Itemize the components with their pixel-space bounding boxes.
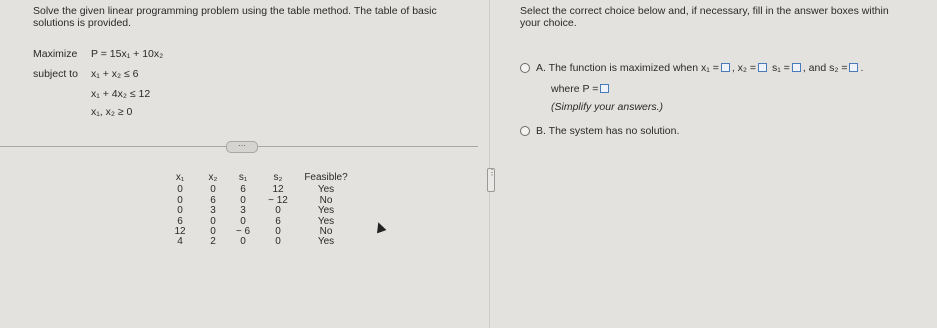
table-cell: 0	[240, 215, 246, 227]
instruction-line-2: solutions is provided.	[33, 17, 132, 29]
problem-instruction	[33, 5, 437, 29]
answer-instruction	[520, 5, 889, 29]
and-label: , and	[802, 62, 827, 74]
p-answer-box[interactable]	[600, 84, 609, 93]
option-b-radio[interactable]	[520, 126, 530, 136]
s1-label: s₁ =	[771, 62, 790, 74]
header-s2: s₂	[273, 172, 283, 183]
objective-function: P = 15x₁ + 10x₂	[91, 48, 164, 60]
constraint-3: x₁, x₂ ≥ 0	[91, 106, 133, 118]
maximize-label: Maximize	[33, 48, 78, 60]
table-cell: 0	[210, 184, 216, 196]
table-cell: Yes	[317, 184, 335, 196]
table-cell: 12	[174, 226, 186, 238]
option-b-line	[536, 125, 679, 137]
table-cell: 3	[240, 205, 246, 217]
x2-answer-box[interactable]	[758, 63, 767, 72]
option-a-line: A. The function is maximized when x₁ = , x₂ = s₁ = , and s₂ = .	[536, 62, 864, 74]
table-cell: 4	[177, 236, 183, 248]
table-cell: 0	[177, 205, 183, 217]
header-x2: x₂	[208, 172, 218, 183]
more-button[interactable]: ···	[226, 141, 258, 153]
instruction-line-1: Solve the given linear programming problem using the table method. The table of basic	[33, 5, 437, 17]
s2-answer-box[interactable]	[849, 63, 858, 72]
table-cell: No	[319, 226, 333, 238]
table-cell: 6	[240, 184, 246, 196]
table-cell: 0	[177, 194, 183, 206]
constraint-1: x₁ + x₂ ≤ 6	[91, 68, 139, 80]
panel-splitter	[489, 0, 490, 328]
basic-solutions-table	[160, 173, 356, 248]
table-cell: − 12	[268, 194, 288, 206]
answer-instruction-line-1: Select the correct choice below and, if necessary, fill in the answer boxes within	[520, 5, 889, 17]
option-a-text: The function is maximized when	[548, 62, 699, 74]
table-cell: 0	[275, 236, 281, 248]
table-cell: 6	[177, 215, 183, 227]
simplify-note: (Simplify your answers.)	[551, 101, 664, 113]
option-b-text: The system has no solution.	[548, 125, 680, 137]
x1-answer-box[interactable]	[721, 63, 730, 72]
x2-label: x₂ =	[737, 62, 757, 74]
table-cell: No	[319, 194, 333, 206]
where-p-line	[551, 83, 611, 95]
table-cell: − 6	[235, 226, 251, 238]
table-cell: 0	[210, 226, 216, 238]
header-x1: x₁	[175, 172, 185, 183]
where-p-label: where P =	[551, 83, 599, 95]
table-cell: 0	[240, 236, 246, 248]
table-cell: Yes	[317, 236, 335, 248]
table-cell: 0	[240, 194, 246, 206]
option-a-letter: A.	[536, 62, 546, 74]
mouse-cursor-icon	[374, 221, 387, 234]
s1-answer-box[interactable]	[792, 63, 801, 72]
header-feasible: Feasible?	[304, 172, 348, 183]
table-cell: 0	[275, 226, 281, 238]
option-b-letter: B.	[536, 125, 546, 137]
table-cell: Yes	[317, 205, 335, 217]
table-cell: 0	[177, 184, 183, 196]
table-cell: Yes	[317, 215, 335, 227]
subject-to-label: subject to	[33, 68, 78, 80]
table-cell: 6	[275, 215, 281, 227]
header-s1: s₁	[238, 172, 248, 183]
s2-label: s₂ =	[829, 62, 848, 74]
option-a-radio[interactable]	[520, 63, 530, 73]
table-cell: 0	[210, 215, 216, 227]
x1-label: x₁ =	[700, 62, 719, 74]
table-cell: 2	[210, 236, 216, 248]
table-cell: 12	[272, 184, 284, 196]
constraint-2: x₁ + 4x₂ ≤ 12	[91, 88, 151, 100]
drag-handle-icon[interactable]: ⋮	[487, 168, 495, 192]
table-cell: 6	[210, 194, 216, 206]
answer-instruction-line-2: your choice.	[520, 17, 577, 29]
table-cell: 3	[210, 205, 216, 217]
table-cell: 0	[275, 205, 281, 217]
table-row	[160, 237, 356, 247]
